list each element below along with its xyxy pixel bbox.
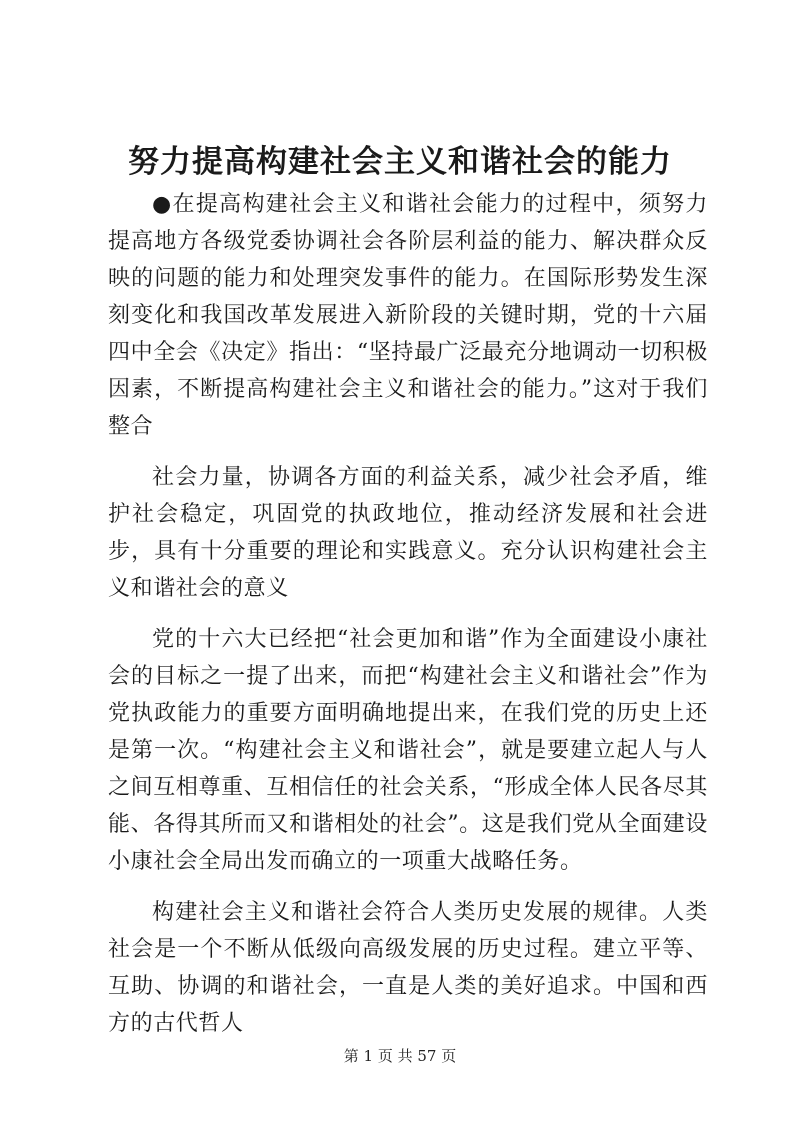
page-title: 努力提高构建社会主义和谐社会的能力 <box>128 144 672 180</box>
paragraph: ●在提高构建社会主义和谐社会能力的过程中，须努力提高地方各级党委协调社会各阶层利益的能力、解决群众反映的问题的能力和处理突发事件的能力。在国际形势发生深刻变化和我国改革发展进入新阶段的关键时期，党的十六届四中全会《决定》指出：“坚持最广泛最充分地调动一切积极因素，不断提高构建社会主义和谐社会的能力。”这对于我们整合 <box>108 192 708 439</box>
document-body <box>108 186 708 1056</box>
paragraph: 党的十六大已经把“社会更加和谐”作为全面建设小康社会的目标之一提了出来，而把“构建社会主义和谐社会”作为党执政能力的重要方面明确地提出来，在我们党的历史上还是第一次。“构建社会主义和谐社会”，就是要建立起人与人之间互相尊重、互相信任的社会关系，“形成全体人民各尽其能、各得其所而又和谐相处的社会”。这是我们党从全面建设小康社会全局出发而确立的一项重大战略任务。 <box>108 627 708 874</box>
page-number-footer: 第 1 页 共 57 页 <box>343 1047 457 1065</box>
paragraph: 构建社会主义和谐社会符合人类历史发展的规律。人类社会是一个不断从低级向高级发展的历史过程。建立平等、互助、协调的和谐社会，一直是人类的美好追求。中国和西方的古代哲人 <box>108 900 708 1036</box>
paragraph: 社会力量，协调各方面的利益关系，减少社会矛盾，维护社会稳定，巩固党的执政地位，推动经济发展和社会进步，具有十分重要的理论和实践意义。充分认识构建社会主义和谐社会的意义 <box>108 465 708 601</box>
